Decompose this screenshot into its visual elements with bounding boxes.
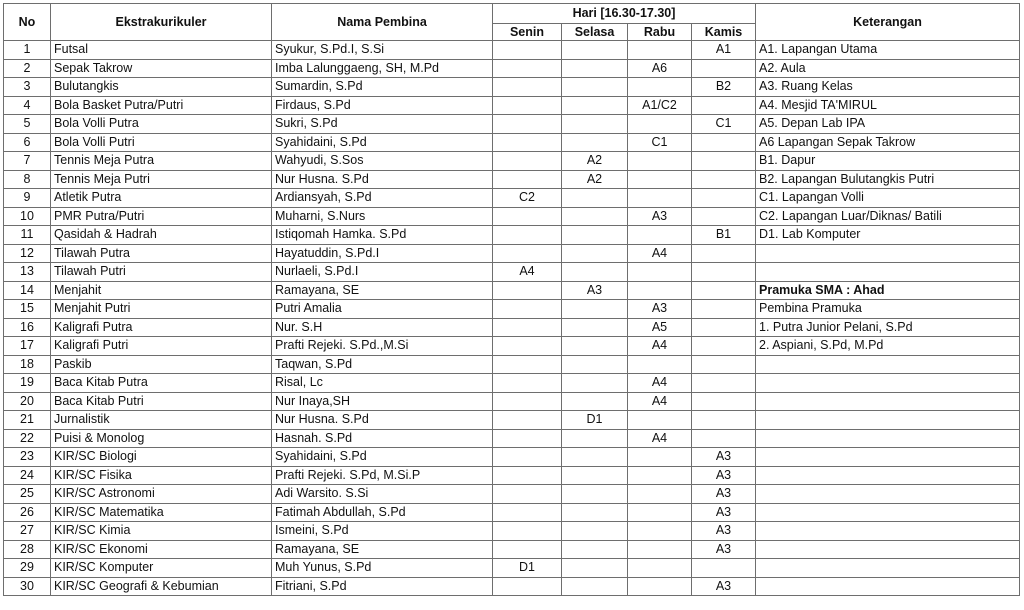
cell-kamis [692, 170, 756, 189]
cell-senin [493, 577, 562, 596]
cell-no: 22 [4, 429, 51, 448]
table-body [4, 41, 1020, 596]
cell-pembina: Ismeini, S.Pd [272, 522, 493, 541]
cell-senin [493, 300, 562, 319]
cell-ekstrakurikuler: Tennis Meja Putri [51, 170, 272, 189]
cell-pembina: Hasnah. S.Pd [272, 429, 493, 448]
cell-kamis [692, 374, 756, 393]
cell-keterangan: A4. Mesjid TA'MIRUL [756, 96, 1020, 115]
cell-rabu: A4 [628, 244, 692, 263]
cell-pembina: Risal, Lc [272, 374, 493, 393]
cell-selasa [562, 41, 628, 60]
cell-senin [493, 281, 562, 300]
cell-keterangan: C2. Lapangan Luar/Diknas/ Batili [756, 207, 1020, 226]
cell-kamis: A3 [692, 503, 756, 522]
cell-senin [493, 244, 562, 263]
cell-selasa [562, 503, 628, 522]
cell-senin [493, 392, 562, 411]
cell-rabu [628, 152, 692, 171]
cell-selasa [562, 485, 628, 504]
cell-ekstrakurikuler: Puisi & Monolog [51, 429, 272, 448]
cell-keterangan [756, 429, 1020, 448]
cell-rabu [628, 115, 692, 134]
cell-kamis [692, 96, 756, 115]
cell-keterangan [756, 540, 1020, 559]
table-row [4, 392, 1020, 411]
cell-pembina: Wahyudi, S.Sos [272, 152, 493, 171]
cell-kamis: A3 [692, 485, 756, 504]
cell-no: 10 [4, 207, 51, 226]
cell-senin [493, 59, 562, 78]
cell-pembina: Ardiansyah, S.Pd [272, 189, 493, 208]
cell-senin [493, 374, 562, 393]
cell-pembina: Sumardin, S.Pd [272, 78, 493, 97]
cell-selasa [562, 448, 628, 467]
cell-no: 17 [4, 337, 51, 356]
cell-ekstrakurikuler: Qasidah & Hadrah [51, 226, 272, 245]
cell-ekstrakurikuler: Jurnalistik [51, 411, 272, 430]
cell-no: 12 [4, 244, 51, 263]
table-row [4, 281, 1020, 300]
cell-kamis: A3 [692, 448, 756, 467]
cell-selasa: A3 [562, 281, 628, 300]
table-row [4, 189, 1020, 208]
cell-keterangan: A6 Lapangan Sepak Takrow [756, 133, 1020, 152]
cell-ekstrakurikuler: PMR Putra/Putri [51, 207, 272, 226]
cell-rabu [628, 485, 692, 504]
cell-pembina: Prafti Rejeki. S.Pd.,M.Si [272, 337, 493, 356]
cell-no: 27 [4, 522, 51, 541]
cell-no: 13 [4, 263, 51, 282]
cell-senin [493, 152, 562, 171]
cell-keterangan: D1. Lab Komputer [756, 226, 1020, 245]
cell-senin [493, 466, 562, 485]
table-row [4, 503, 1020, 522]
cell-ekstrakurikuler: Menjahit Putri [51, 300, 272, 319]
cell-rabu [628, 448, 692, 467]
cell-rabu [628, 355, 692, 374]
cell-selasa [562, 466, 628, 485]
table-row [4, 115, 1020, 134]
cell-senin [493, 411, 562, 430]
schedule-table [3, 3, 1020, 596]
table-row [4, 522, 1020, 541]
cell-senin [493, 96, 562, 115]
cell-senin: C2 [493, 189, 562, 208]
cell-kamis: A3 [692, 466, 756, 485]
cell-senin [493, 429, 562, 448]
cell-no: 28 [4, 540, 51, 559]
cell-no: 7 [4, 152, 51, 171]
cell-selasa: A2 [562, 152, 628, 171]
cell-pembina: Syukur, S.Pd.I, S.Si [272, 41, 493, 60]
cell-senin [493, 522, 562, 541]
cell-pembina: Imba Lalunggaeng, SH, M.Pd [272, 59, 493, 78]
cell-senin [493, 115, 562, 134]
col-header-hari: Hari [16.30-17.30] [493, 4, 756, 24]
table-row [4, 170, 1020, 189]
cell-rabu [628, 281, 692, 300]
cell-rabu: A3 [628, 207, 692, 226]
cell-pembina: Hayatuddin, S.Pd.I [272, 244, 493, 263]
cell-ekstrakurikuler: KIR/SC Geografi & Kebumian [51, 577, 272, 596]
cell-ekstrakurikuler: KIR/SC Fisika [51, 466, 272, 485]
table-row [4, 226, 1020, 245]
cell-pembina: Nur. S.H [272, 318, 493, 337]
cell-no: 3 [4, 78, 51, 97]
cell-ekstrakurikuler: Bola Volli Putri [51, 133, 272, 152]
cell-pembina: Fatimah Abdullah, S.Pd [272, 503, 493, 522]
cell-no: 29 [4, 559, 51, 578]
cell-senin [493, 133, 562, 152]
cell-kamis: B2 [692, 78, 756, 97]
cell-ekstrakurikuler: Kaligrafi Putri [51, 337, 272, 356]
cell-ekstrakurikuler: KIR/SC Astronomi [51, 485, 272, 504]
cell-rabu [628, 466, 692, 485]
table-row [4, 411, 1020, 430]
cell-kamis [692, 263, 756, 282]
cell-keterangan: B2. Lapangan Bulutangkis Putri [756, 170, 1020, 189]
table-row [4, 448, 1020, 467]
cell-kamis [692, 281, 756, 300]
col-header-senin: Senin [493, 24, 562, 41]
cell-no: 2 [4, 59, 51, 78]
table-row [4, 337, 1020, 356]
cell-keterangan [756, 503, 1020, 522]
cell-kamis: A3 [692, 522, 756, 541]
cell-kamis: A1 [692, 41, 756, 60]
cell-no: 8 [4, 170, 51, 189]
cell-kamis [692, 318, 756, 337]
cell-keterangan: B1. Dapur [756, 152, 1020, 171]
cell-ekstrakurikuler: Futsal [51, 41, 272, 60]
cell-senin [493, 170, 562, 189]
cell-senin [493, 226, 562, 245]
cell-keterangan: Pramuka SMA : Ahad [756, 281, 1020, 300]
cell-selasa [562, 429, 628, 448]
cell-kamis [692, 411, 756, 430]
cell-kamis [692, 207, 756, 226]
cell-keterangan [756, 244, 1020, 263]
table-row [4, 133, 1020, 152]
cell-rabu [628, 189, 692, 208]
cell-senin [493, 485, 562, 504]
table-row [4, 485, 1020, 504]
table-row [4, 429, 1020, 448]
cell-kamis [692, 355, 756, 374]
cell-kamis [692, 429, 756, 448]
cell-kamis [692, 392, 756, 411]
cell-rabu [628, 411, 692, 430]
cell-pembina: Nurlaeli, S.Pd.I [272, 263, 493, 282]
cell-no: 4 [4, 96, 51, 115]
col-header-selasa: Selasa [562, 24, 628, 41]
cell-pembina: Nur Inaya,SH [272, 392, 493, 411]
cell-ekstrakurikuler: Menjahit [51, 281, 272, 300]
cell-keterangan [756, 522, 1020, 541]
cell-pembina: Muh Yunus, S.Pd [272, 559, 493, 578]
table-row [4, 559, 1020, 578]
table-header [4, 4, 1020, 41]
cell-keterangan: 2. Aspiani, S.Pd, M.Pd [756, 337, 1020, 356]
cell-no: 26 [4, 503, 51, 522]
cell-rabu: A4 [628, 392, 692, 411]
cell-rabu [628, 503, 692, 522]
cell-pembina: Ramayana, SE [272, 540, 493, 559]
cell-senin [493, 355, 562, 374]
cell-rabu: A3 [628, 300, 692, 319]
cell-senin [493, 207, 562, 226]
cell-senin [493, 503, 562, 522]
cell-ekstrakurikuler: Sepak Takrow [51, 59, 272, 78]
cell-senin [493, 540, 562, 559]
cell-no: 9 [4, 189, 51, 208]
cell-no: 6 [4, 133, 51, 152]
cell-senin [493, 41, 562, 60]
cell-no: 11 [4, 226, 51, 245]
cell-ekstrakurikuler: Tilawah Putri [51, 263, 272, 282]
col-header-kamis: Kamis [692, 24, 756, 41]
cell-pembina: Taqwan, S.Pd [272, 355, 493, 374]
cell-ekstrakurikuler: KIR/SC Matematika [51, 503, 272, 522]
cell-keterangan: A1. Lapangan Utama [756, 41, 1020, 60]
cell-rabu: A4 [628, 374, 692, 393]
table-row [4, 466, 1020, 485]
cell-selasa [562, 337, 628, 356]
cell-keterangan: A2. Aula [756, 59, 1020, 78]
cell-pembina: Istiqomah Hamka. S.Pd [272, 226, 493, 245]
table-row [4, 540, 1020, 559]
table-row [4, 78, 1020, 97]
cell-pembina: Muharni, S.Nurs [272, 207, 493, 226]
cell-rabu: A4 [628, 337, 692, 356]
cell-ekstrakurikuler: Bola Basket Putra/Putri [51, 96, 272, 115]
cell-selasa [562, 244, 628, 263]
cell-senin [493, 318, 562, 337]
cell-keterangan: 1. Putra Junior Pelani, S.Pd [756, 318, 1020, 337]
cell-no: 1 [4, 41, 51, 60]
cell-rabu [628, 577, 692, 596]
cell-selasa [562, 263, 628, 282]
cell-kamis [692, 152, 756, 171]
col-header-pembina: Nama Pembina [272, 4, 493, 41]
cell-kamis [692, 189, 756, 208]
cell-ekstrakurikuler: KIR/SC Kimia [51, 522, 272, 541]
col-header-ekstrakurikuler: Ekstrakurikuler [51, 4, 272, 41]
cell-selasa [562, 577, 628, 596]
cell-no: 23 [4, 448, 51, 467]
cell-keterangan: Pembina Pramuka [756, 300, 1020, 319]
cell-rabu [628, 559, 692, 578]
cell-pembina: Syahidaini, S.Pd [272, 448, 493, 467]
cell-rabu [628, 540, 692, 559]
cell-keterangan [756, 374, 1020, 393]
cell-pembina: Nur Husna. S.Pd [272, 411, 493, 430]
cell-kamis [692, 133, 756, 152]
cell-kamis: A3 [692, 540, 756, 559]
cell-pembina: Adi Warsito. S.Si [272, 485, 493, 504]
cell-pembina: Firdaus, S.Pd [272, 96, 493, 115]
cell-keterangan: A3. Ruang Kelas [756, 78, 1020, 97]
cell-rabu: A1/C2 [628, 96, 692, 115]
cell-keterangan [756, 485, 1020, 504]
cell-keterangan: A5. Depan Lab IPA [756, 115, 1020, 134]
cell-selasa [562, 133, 628, 152]
cell-kamis [692, 244, 756, 263]
cell-rabu [628, 522, 692, 541]
cell-kamis [692, 559, 756, 578]
cell-pembina: Ramayana, SE [272, 281, 493, 300]
table-row [4, 577, 1020, 596]
cell-pembina: Nur Husna. S.Pd [272, 170, 493, 189]
table-row [4, 59, 1020, 78]
cell-no: 24 [4, 466, 51, 485]
cell-selasa [562, 374, 628, 393]
cell-no: 15 [4, 300, 51, 319]
cell-selasa [562, 355, 628, 374]
cell-keterangan [756, 577, 1020, 596]
cell-pembina: Putri Amalia [272, 300, 493, 319]
table-row [4, 41, 1020, 60]
cell-senin [493, 448, 562, 467]
cell-ekstrakurikuler: Tennis Meja Putra [51, 152, 272, 171]
cell-selasa [562, 96, 628, 115]
table-row [4, 374, 1020, 393]
cell-ekstrakurikuler: Bola Volli Putra [51, 115, 272, 134]
cell-no: 14 [4, 281, 51, 300]
cell-ekstrakurikuler: Tilawah Putra [51, 244, 272, 263]
cell-rabu [628, 78, 692, 97]
cell-selasa [562, 226, 628, 245]
cell-selasa: A2 [562, 170, 628, 189]
cell-no: 18 [4, 355, 51, 374]
cell-no: 20 [4, 392, 51, 411]
table-row [4, 96, 1020, 115]
cell-pembina: Sukri, S.Pd [272, 115, 493, 134]
table-row [4, 263, 1020, 282]
cell-kamis [692, 337, 756, 356]
table-row [4, 300, 1020, 319]
cell-senin: A4 [493, 263, 562, 282]
cell-rabu [628, 226, 692, 245]
col-header-keterangan: Keterangan [756, 4, 1020, 41]
cell-selasa [562, 318, 628, 337]
cell-no: 21 [4, 411, 51, 430]
cell-no: 16 [4, 318, 51, 337]
cell-selasa [562, 59, 628, 78]
cell-selasa [562, 540, 628, 559]
cell-rabu: A5 [628, 318, 692, 337]
table-row [4, 207, 1020, 226]
cell-keterangan [756, 466, 1020, 485]
cell-rabu [628, 41, 692, 60]
cell-keterangan [756, 559, 1020, 578]
table-row [4, 355, 1020, 374]
table-row [4, 152, 1020, 171]
cell-selasa [562, 300, 628, 319]
cell-no: 25 [4, 485, 51, 504]
cell-kamis: C1 [692, 115, 756, 134]
cell-kamis [692, 59, 756, 78]
cell-rabu: A6 [628, 59, 692, 78]
cell-pembina: Prafti Rejeki. S.Pd, M.Si.P [272, 466, 493, 485]
cell-ekstrakurikuler: Atletik Putra [51, 189, 272, 208]
cell-keterangan [756, 263, 1020, 282]
cell-no: 19 [4, 374, 51, 393]
cell-senin [493, 337, 562, 356]
cell-selasa [562, 392, 628, 411]
cell-selasa [562, 115, 628, 134]
cell-keterangan [756, 392, 1020, 411]
cell-selasa [562, 522, 628, 541]
cell-ekstrakurikuler: Paskib [51, 355, 272, 374]
cell-pembina: Syahidaini, S.Pd [272, 133, 493, 152]
cell-keterangan [756, 411, 1020, 430]
cell-ekstrakurikuler: KIR/SC Ekonomi [51, 540, 272, 559]
table-row [4, 318, 1020, 337]
table-row [4, 244, 1020, 263]
cell-kamis: A3 [692, 577, 756, 596]
cell-selasa [562, 189, 628, 208]
col-header-no: No [4, 4, 51, 41]
cell-senin [493, 78, 562, 97]
cell-rabu [628, 170, 692, 189]
cell-kamis: B1 [692, 226, 756, 245]
cell-rabu: C1 [628, 133, 692, 152]
cell-selasa [562, 207, 628, 226]
cell-keterangan [756, 448, 1020, 467]
cell-selasa [562, 78, 628, 97]
cell-pembina: Fitriani, S.Pd [272, 577, 493, 596]
cell-no: 30 [4, 577, 51, 596]
cell-ekstrakurikuler: KIR/SC Biologi [51, 448, 272, 467]
cell-kamis [692, 300, 756, 319]
cell-no: 5 [4, 115, 51, 134]
cell-selasa [562, 559, 628, 578]
cell-ekstrakurikuler: KIR/SC Komputer [51, 559, 272, 578]
cell-ekstrakurikuler: Bulutangkis [51, 78, 272, 97]
col-header-rabu: Rabu [628, 24, 692, 41]
cell-rabu: A4 [628, 429, 692, 448]
cell-ekstrakurikuler: Baca Kitab Putri [51, 392, 272, 411]
cell-selasa: D1 [562, 411, 628, 430]
cell-keterangan [756, 355, 1020, 374]
cell-ekstrakurikuler: Baca Kitab Putra [51, 374, 272, 393]
cell-keterangan: C1. Lapangan Volli [756, 189, 1020, 208]
cell-ekstrakurikuler: Kaligrafi Putra [51, 318, 272, 337]
cell-rabu [628, 263, 692, 282]
cell-senin: D1 [493, 559, 562, 578]
